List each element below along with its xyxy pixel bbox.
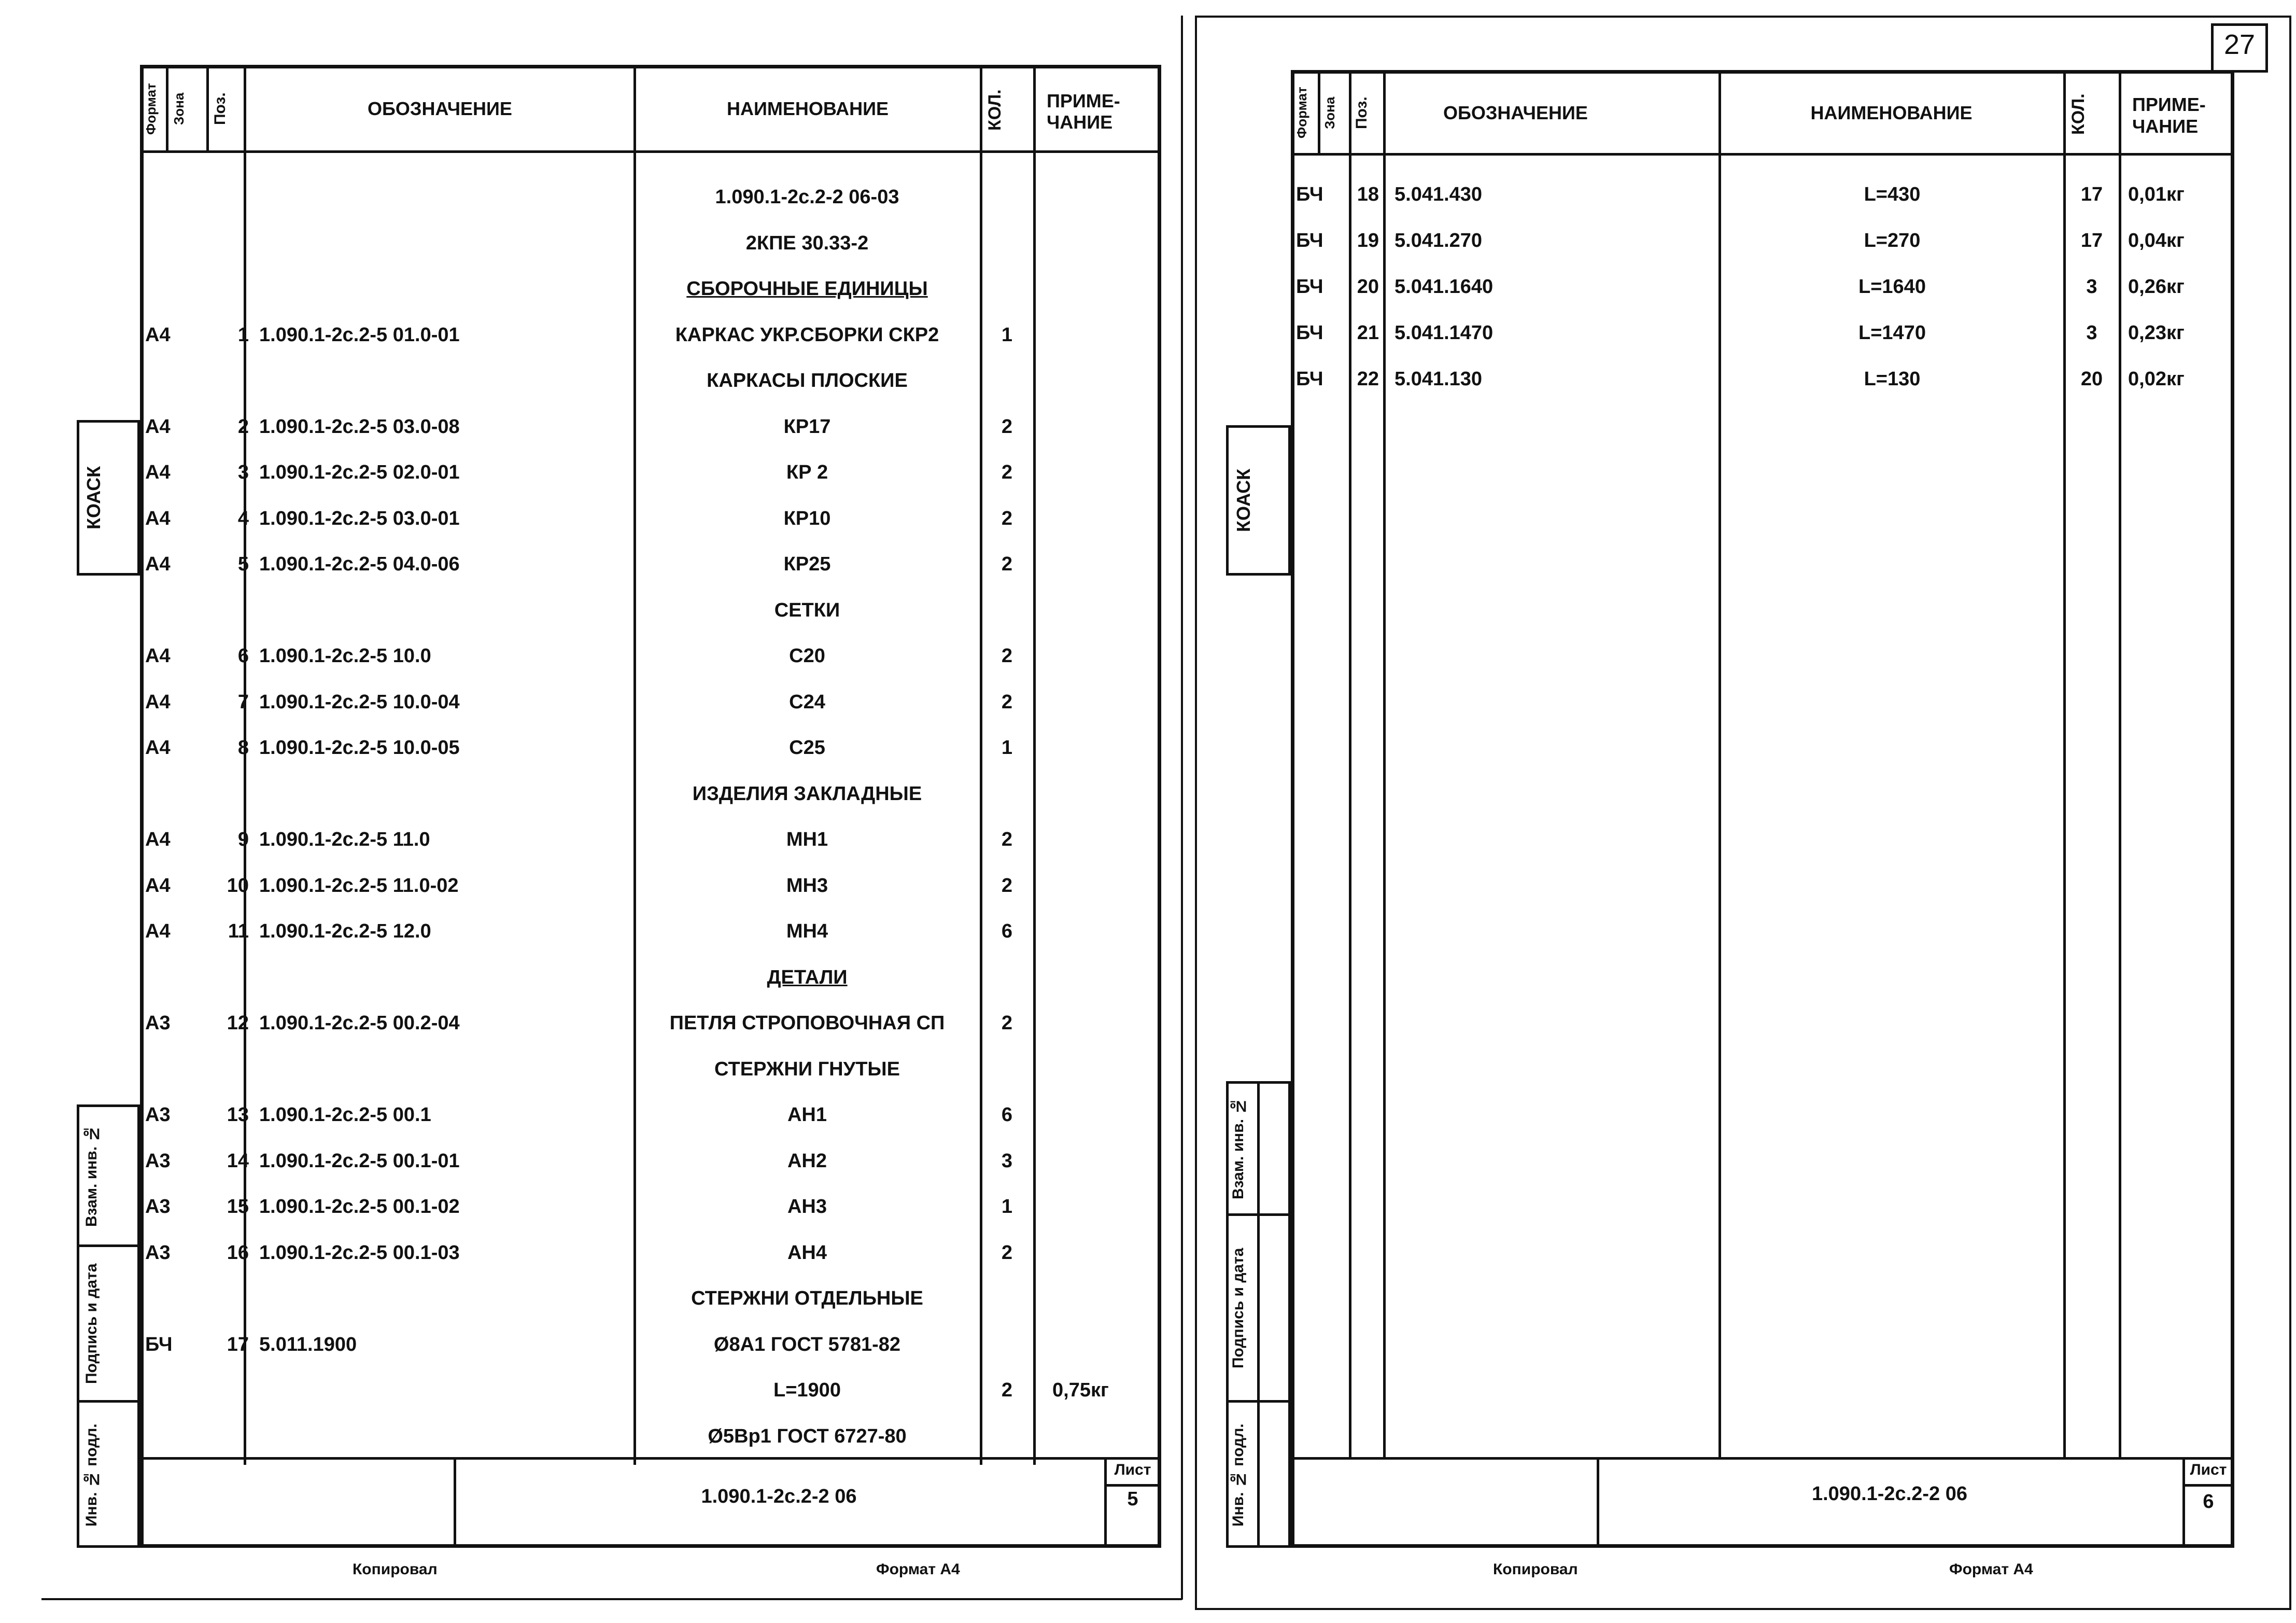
- left-side-stamp-inventory: Инв. № подл.: [83, 1423, 100, 1527]
- format-cell: А3: [145, 1012, 171, 1034]
- table-row: [0, 635, 1187, 677]
- table-row: [0, 727, 1187, 768]
- left-footer-format: Формат А4: [876, 1561, 960, 1578]
- format-cell: А4: [145, 691, 171, 713]
- name-cell: АН3: [787, 1196, 827, 1218]
- designation-cell: 1.090.1-2с.2-5 03.0-08: [259, 415, 460, 438]
- name-cell: ИЗДЕЛИЯ ЗАКЛАДНЫЕ: [692, 782, 922, 805]
- name-cell: КАРКАС УКР.СБОРКИ СКР2: [675, 324, 939, 346]
- name-cell: Ø8А1 ГОСТ 5781-82: [713, 1333, 901, 1355]
- quantity-cell: 3: [2086, 276, 2097, 298]
- right-footer-copied: Копировал: [1493, 1561, 1578, 1578]
- designation-cell: 5.041.270: [1394, 230, 1483, 251]
- left-stamp-code: 1.090.1-2с.2-2 06: [701, 1486, 857, 1507]
- name-cell: КР 2: [786, 461, 828, 483]
- left-sheet-label: Лист: [1114, 1461, 1151, 1478]
- position-cell: 8: [237, 737, 249, 759]
- format-cell: А3: [145, 1104, 171, 1126]
- format-cell: А3: [145, 1196, 171, 1218]
- table-row: [0, 452, 1187, 493]
- name-cell: СЕТКИ: [774, 599, 840, 621]
- right-header-note-line2: ЧАНИЕ: [2132, 115, 2199, 137]
- designation-cell: 1.090.1-2с.2-5 04.0-06: [259, 553, 460, 575]
- position-cell: 15: [227, 1196, 249, 1218]
- format-cell: А4: [145, 324, 171, 346]
- quantity-cell: 2: [1001, 691, 1013, 713]
- format-cell: А4: [145, 415, 171, 438]
- right-sheet: [1187, 0, 2296, 1623]
- left-header-designation: ОБОЗНАЧЕНИЕ: [368, 98, 512, 120]
- position-cell: 1: [237, 324, 249, 346]
- quantity-cell: 20: [2080, 368, 2103, 390]
- table-row: [0, 1324, 1187, 1365]
- quantity-cell: 3: [2086, 322, 2097, 344]
- table-row: [0, 543, 1187, 585]
- table-row: [0, 406, 1187, 447]
- format-cell: А4: [145, 645, 171, 667]
- right-outer-border: [1195, 16, 2291, 1610]
- table-row: [0, 1094, 1187, 1136]
- designation-cell: 1.090.1-2с.2-5 00.1-02: [259, 1196, 460, 1218]
- note-cell: 0,01кг: [2128, 184, 2185, 205]
- designation-cell: 5.011.1900: [259, 1333, 357, 1355]
- left-sheet-number: 5: [1127, 1488, 1138, 1510]
- quantity-cell: 2: [1001, 461, 1013, 483]
- table-row: [0, 360, 1187, 401]
- position-cell: 6: [237, 645, 249, 667]
- right-side-label: КОАСК: [1233, 468, 1254, 533]
- name-cell: КР25: [783, 553, 831, 575]
- position-cell: 13: [227, 1104, 249, 1126]
- table-row: [0, 1048, 1187, 1090]
- position-cell: 17: [227, 1333, 249, 1355]
- designation-cell: 5.041.1640: [1394, 276, 1494, 298]
- right-side-stamp-inventory: Инв. № подл.: [1230, 1423, 1247, 1527]
- left-header-zone: Зона: [171, 92, 187, 125]
- quantity-cell: 2: [1001, 415, 1013, 438]
- table-row: [0, 222, 1187, 264]
- format-cell: А4: [145, 920, 171, 942]
- position-cell: 18: [1357, 184, 1379, 205]
- quantity-cell: 3: [1001, 1150, 1013, 1172]
- designation-cell: 5.041.430: [1394, 184, 1483, 205]
- left-col-line: [166, 65, 168, 150]
- table-row: [0, 957, 1187, 998]
- format-cell: БЧ: [1296, 322, 1323, 344]
- note-cell: 0,04кг: [2128, 230, 2185, 251]
- left-side-stamp-line: [77, 1400, 140, 1403]
- format-cell: А4: [145, 829, 171, 850]
- left-stamp-sheet-line: [1104, 1484, 1161, 1487]
- right-sheet-label: Лист: [2190, 1461, 2227, 1478]
- format-cell: А4: [145, 461, 171, 483]
- right-stamp-code: 1.090.1-2с.2-2 06: [1811, 1483, 1967, 1505]
- name-cell: Ø5Вр1 ГОСТ 6727-80: [708, 1425, 907, 1447]
- left-side-stamp-line: [77, 1244, 140, 1247]
- position-cell: 20: [1357, 276, 1379, 298]
- designation-cell: 1.090.1-2с.2-5 11.0: [259, 829, 430, 850]
- name-cell: L=1640: [1858, 276, 1926, 298]
- left-header-divider: [140, 150, 1161, 153]
- left-side-stamp-signature: Подпись и дата: [83, 1263, 100, 1384]
- quantity-cell: 2: [1001, 1379, 1013, 1401]
- format-cell: А4: [145, 737, 171, 759]
- table-row: [0, 1002, 1187, 1044]
- designation-cell: 1.090.1-2с.2-5 11.0-02: [259, 874, 459, 897]
- name-cell: СБОРОЧНЫЕ ЕДИНИЦЫ: [686, 278, 928, 300]
- table-row: [0, 1278, 1187, 1319]
- left-header-note: [1036, 73, 1161, 150]
- name-cell: КР17: [783, 415, 831, 438]
- table-row: [0, 498, 1187, 539]
- note-cell: 0,75кг: [1052, 1379, 1109, 1401]
- right-header-format: Формат: [1294, 87, 1309, 139]
- designation-cell: 1.090.1-2с.2-5 02.0-01: [259, 461, 460, 483]
- right-header-pos: Поз.: [1353, 96, 1370, 129]
- right-side-stamp-replace: Взам. инв. №: [1230, 1097, 1247, 1200]
- quantity-cell: 1: [1001, 737, 1013, 759]
- position-cell: 19: [1357, 230, 1379, 251]
- name-cell: С25: [789, 737, 825, 759]
- quantity-cell: 2: [1001, 645, 1013, 667]
- table-row: [0, 590, 1187, 631]
- table-row: [0, 1232, 1187, 1274]
- right-header-zone: Зона: [1322, 96, 1337, 129]
- designation-cell: 1.090.1-2с.2-5 10.0: [259, 645, 431, 667]
- format-cell: БЧ: [1296, 184, 1323, 205]
- table-row: [0, 268, 1187, 310]
- quantity-cell: 2: [1001, 829, 1013, 850]
- designation-cell: 1.090.1-2с.2-5 03.0-01: [259, 507, 460, 529]
- quantity-cell: 2: [1001, 553, 1013, 575]
- table-row: [0, 865, 1187, 906]
- table-row: [0, 773, 1187, 815]
- position-cell: 14: [227, 1150, 249, 1172]
- quantity-cell: 1: [1001, 1196, 1013, 1218]
- left-header-name: НАИМЕНОВАНИЕ: [727, 98, 889, 120]
- designation-cell: 1.090.1-2с.2-5 00.2-04: [259, 1012, 460, 1034]
- table-row: [0, 1416, 1187, 1457]
- left-header-note-line1: ПРИМЕ-: [1047, 90, 1120, 111]
- quantity-cell: 2: [1001, 874, 1013, 897]
- left-col-line: [206, 65, 209, 150]
- format-cell: БЧ: [1296, 230, 1323, 251]
- name-cell: КАРКАСЫ ПЛОСКИЕ: [707, 370, 908, 391]
- position-cell: 7: [237, 691, 249, 713]
- name-cell: ДЕТАЛИ: [767, 966, 848, 988]
- designation-cell: 1.090.1-2с.2-5 10.0-05: [259, 737, 460, 759]
- name-cell: АН1: [787, 1104, 827, 1126]
- format-cell: А3: [145, 1241, 171, 1264]
- position-cell: 4: [237, 507, 249, 529]
- right-header-qty: КОЛ.: [2068, 93, 2088, 135]
- name-cell: С24: [789, 691, 825, 713]
- name-cell: АН2: [787, 1150, 827, 1172]
- name-cell: МН3: [786, 874, 828, 897]
- quantity-cell: 1: [1001, 324, 1013, 346]
- note-cell: 0,26кг: [2128, 276, 2185, 298]
- left-header-pos: Поз.: [212, 92, 229, 125]
- table-row: [0, 819, 1187, 860]
- name-cell: L=1470: [1858, 322, 1926, 344]
- table-row: [0, 176, 1187, 218]
- note-cell: 0,23кг: [2128, 322, 2185, 344]
- name-cell: L=1900: [773, 1379, 841, 1401]
- quantity-cell: 17: [2080, 184, 2103, 205]
- left-right-edge: [1181, 16, 1183, 1600]
- name-cell: МН4: [786, 920, 828, 942]
- position-cell: 9: [237, 829, 249, 850]
- quantity-cell: 2: [1001, 507, 1013, 529]
- quantity-cell: 6: [1001, 1104, 1013, 1126]
- left-footer-copied: Копировал: [353, 1561, 438, 1578]
- right-side-stamp-signature: Подпись и дата: [1230, 1248, 1247, 1368]
- position-cell: 16: [227, 1241, 249, 1264]
- position-cell: 10: [227, 874, 249, 897]
- name-cell: КР10: [783, 507, 831, 529]
- name-cell: ПЕТЛЯ СТРОПОВОЧНАЯ СП: [669, 1012, 945, 1034]
- left-side-stamp-replace: Взам. инв. №: [83, 1125, 100, 1227]
- designation-cell: 1.090.1-2с.2-5 00.1-01: [259, 1150, 460, 1172]
- position-cell: 22: [1357, 368, 1379, 390]
- name-cell: СТЕРЖНИ ОТДЕЛЬНЫЕ: [691, 1288, 923, 1309]
- name-cell: 2КПЕ 30.33-2: [745, 232, 869, 254]
- left-header-qty: КОЛ.: [985, 89, 1005, 131]
- left-header-format: Формат: [143, 83, 159, 135]
- position-cell: 12: [227, 1012, 249, 1034]
- table-row: [0, 1369, 1187, 1411]
- format-cell: БЧ: [145, 1333, 173, 1355]
- designation-cell: 1.090.1-2с.2-5 00.1: [259, 1104, 431, 1126]
- designation-cell: 1.090.1-2с.2-5 01.0-01: [259, 324, 460, 346]
- quantity-cell: 17: [2080, 230, 2103, 251]
- right-page-number: 27: [2223, 29, 2256, 60]
- position-cell: 21: [1357, 322, 1379, 344]
- table-row: [0, 681, 1187, 723]
- name-cell: СТЕРЖНИ ГНУТЫЕ: [714, 1058, 900, 1080]
- table-row: [0, 314, 1187, 356]
- table-row: [0, 1140, 1187, 1182]
- table-row: [0, 911, 1187, 952]
- quantity-cell: 2: [1001, 1241, 1013, 1264]
- name-cell: L=270: [1864, 230, 1921, 251]
- designation-cell: 5.041.1470: [1394, 322, 1494, 344]
- right-footer-format: Формат А4: [1949, 1561, 2033, 1578]
- position-cell: 5: [237, 553, 249, 575]
- name-cell: С20: [789, 645, 825, 667]
- format-cell: А4: [145, 553, 171, 575]
- name-cell: L=430: [1864, 184, 1921, 205]
- position-cell: 3: [237, 461, 249, 483]
- left-stamp-top: [140, 1457, 1161, 1460]
- format-cell: А4: [145, 507, 171, 529]
- format-cell: А3: [145, 1150, 171, 1172]
- position-cell: 2: [237, 415, 249, 438]
- format-cell: А4: [145, 874, 171, 897]
- right-header-note-line1: ПРИМЕ-: [2132, 94, 2206, 116]
- table-row: [0, 1186, 1187, 1227]
- right-header-name: НАИМЕНОВАНИЕ: [1810, 102, 1973, 123]
- left-bottom-edge: [41, 1598, 1182, 1600]
- designation-cell: 5.041.130: [1394, 368, 1483, 390]
- position-cell: 11: [228, 920, 249, 942]
- format-cell: БЧ: [1296, 276, 1323, 298]
- right-header-designation: ОБОЗНАЧЕНИЕ: [1443, 102, 1588, 123]
- designation-cell: 1.090.1-2с.2-5 12.0: [259, 920, 431, 942]
- name-cell: МН1: [786, 829, 828, 850]
- format-cell: БЧ: [1296, 368, 1323, 390]
- note-cell: 0,02кг: [2128, 368, 2185, 390]
- left-side-label: КОАСК: [83, 466, 104, 530]
- quantity-cell: 6: [1001, 920, 1013, 942]
- name-cell: L=130: [1864, 368, 1921, 390]
- quantity-cell: 2: [1001, 1012, 1013, 1034]
- designation-cell: 1.090.1-2с.2-5 10.0-04: [259, 691, 460, 713]
- designation-cell: 1.090.1-2с.2-5 00.1-03: [259, 1241, 460, 1264]
- right-sheet-number: 6: [2203, 1491, 2214, 1513]
- name-cell: 1.090.1-2с.2-2 06-03: [715, 186, 899, 208]
- name-cell: АН4: [787, 1241, 827, 1264]
- left-header-note-line2: ЧАНИЕ: [1047, 111, 1113, 133]
